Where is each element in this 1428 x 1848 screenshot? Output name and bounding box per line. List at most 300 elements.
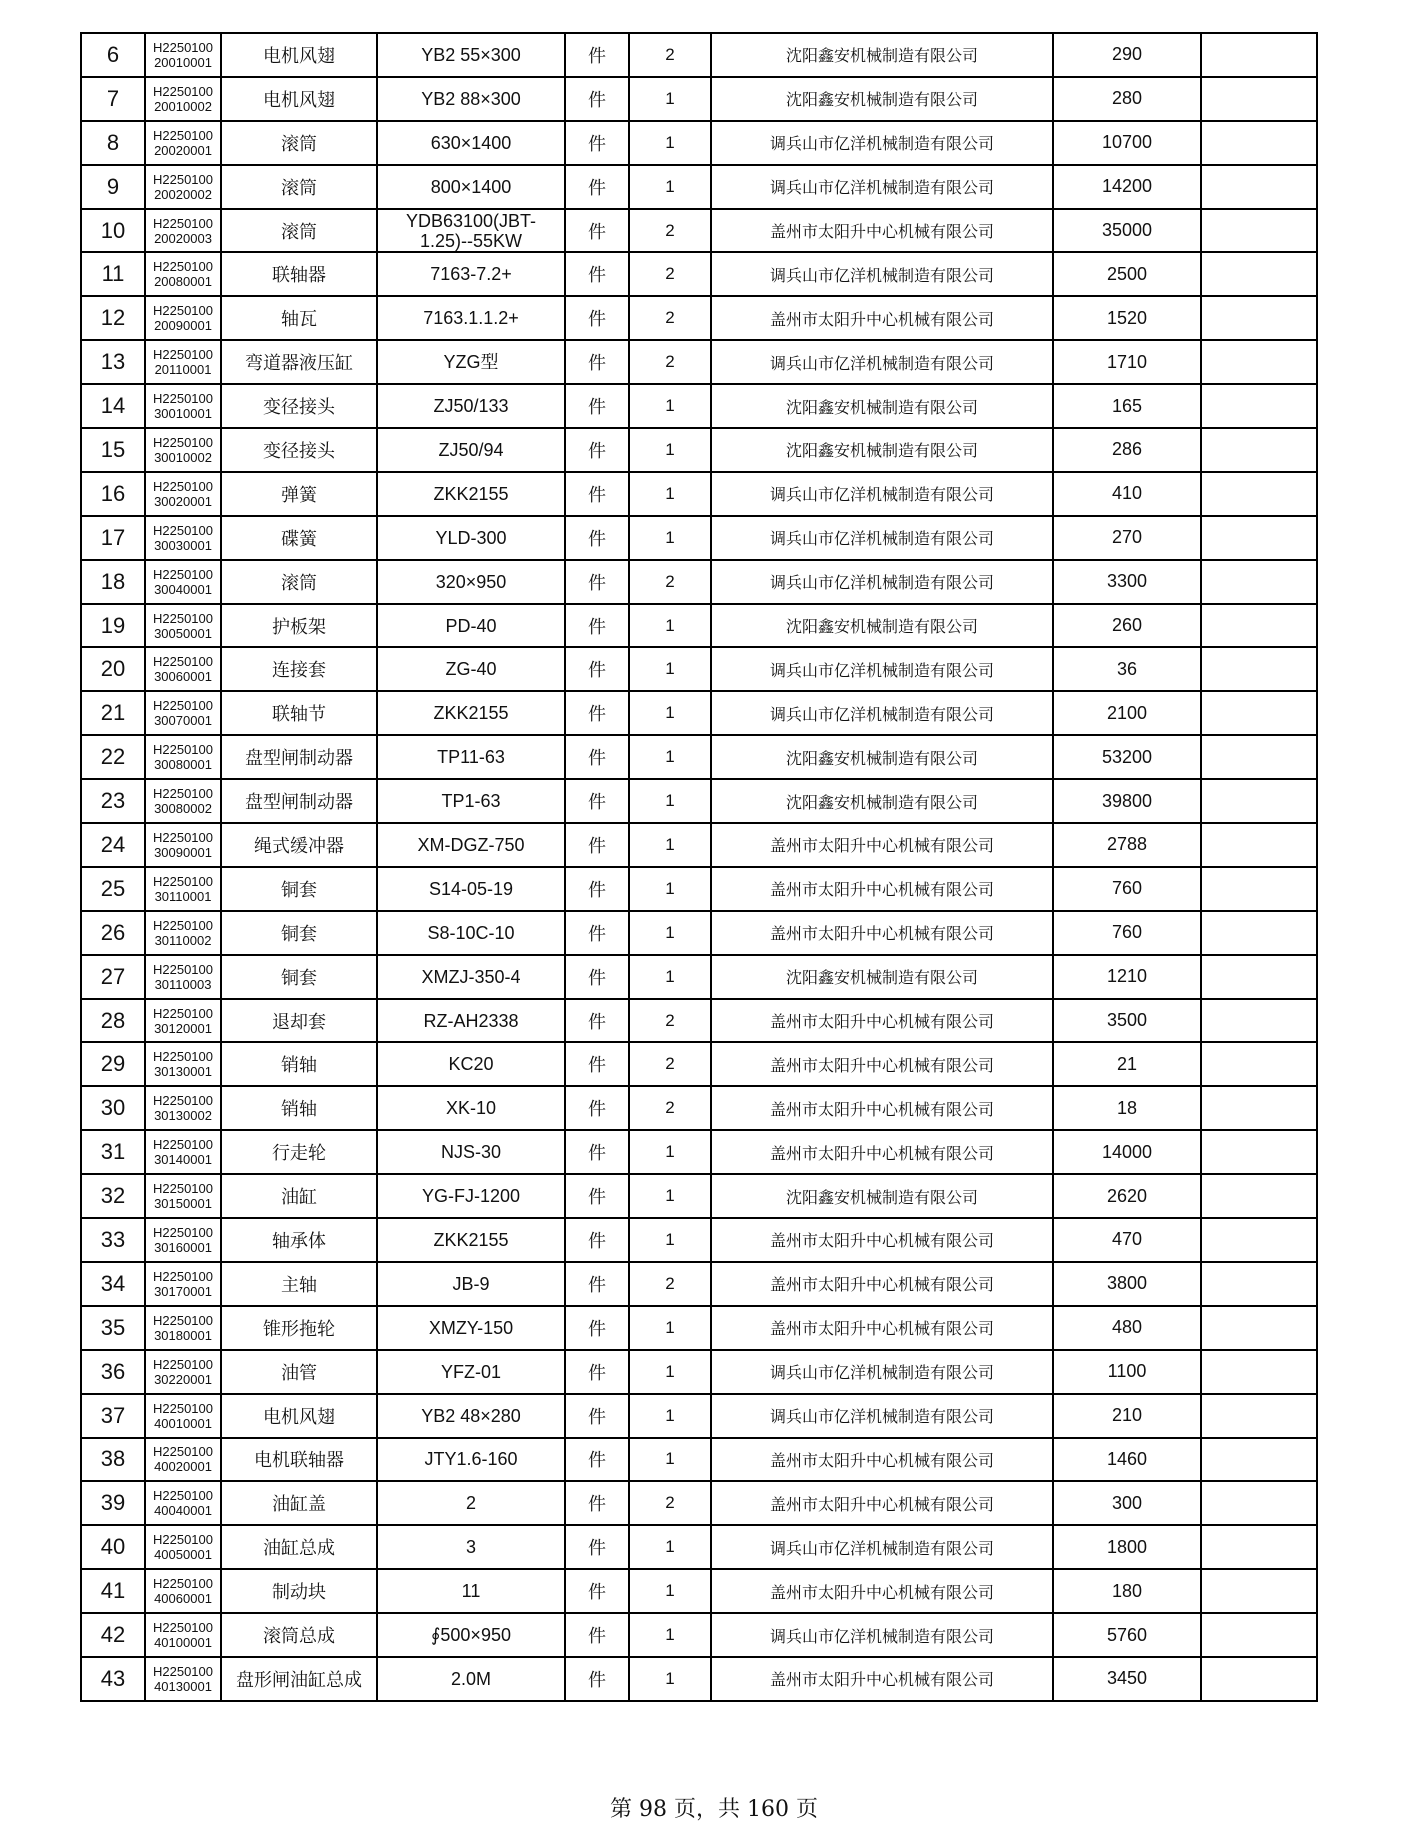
quantity-cell: 2 bbox=[629, 1262, 711, 1306]
price-cell: 5760 bbox=[1053, 1613, 1201, 1657]
part-spec-cell: KC20 bbox=[377, 1042, 565, 1086]
part-spec-cell: XM-DGZ-750 bbox=[377, 823, 565, 867]
table-row bbox=[81, 1086, 1317, 1130]
unit-cell: 件 bbox=[565, 1438, 629, 1482]
supplier-cell: 调兵山市亿洋机械制造有限公司 bbox=[711, 252, 1053, 296]
remark-cell bbox=[1201, 867, 1317, 911]
supplier-cell: 调兵山市亿洋机械制造有限公司 bbox=[711, 165, 1053, 209]
supplier-cell: 调兵山市亿洋机械制造有限公司 bbox=[711, 1525, 1053, 1569]
supplier-cell: 调兵山市亿洋机械制造有限公司 bbox=[711, 560, 1053, 604]
supplier-cell: 调兵山市亿洋机械制造有限公司 bbox=[711, 340, 1053, 384]
remark-cell bbox=[1201, 296, 1317, 340]
row-number-cell: 7 bbox=[81, 77, 145, 121]
row-number-cell: 17 bbox=[81, 516, 145, 560]
price-cell: 470 bbox=[1053, 1218, 1201, 1262]
unit-cell: 件 bbox=[565, 1394, 629, 1438]
unit-cell: 件 bbox=[565, 691, 629, 735]
part-spec-cell: S8-10C-10 bbox=[377, 911, 565, 955]
row-number-cell: 34 bbox=[81, 1262, 145, 1306]
price-cell: 1710 bbox=[1053, 340, 1201, 384]
part-name-cell: 电机风翅 bbox=[221, 77, 377, 121]
material-code-cell: H2250100 40130001 bbox=[145, 1657, 221, 1701]
remark-cell bbox=[1201, 1086, 1317, 1130]
part-name-cell: 油缸盖 bbox=[221, 1481, 377, 1525]
part-name-cell: 滚筒 bbox=[221, 560, 377, 604]
supplier-cell: 调兵山市亿洋机械制造有限公司 bbox=[711, 121, 1053, 165]
part-spec-cell: TP11-63 bbox=[377, 735, 565, 779]
unit-cell: 件 bbox=[565, 1174, 629, 1218]
part-name-cell: 油管 bbox=[221, 1350, 377, 1394]
price-cell: 10700 bbox=[1053, 121, 1201, 165]
material-code-cell: H2250100 30150001 bbox=[145, 1174, 221, 1218]
price-cell: 3300 bbox=[1053, 560, 1201, 604]
part-spec-cell: 320×950 bbox=[377, 560, 565, 604]
remark-cell bbox=[1201, 121, 1317, 165]
part-name-cell: 盘型闸制动器 bbox=[221, 735, 377, 779]
part-spec-cell: XMZJ-350-4 bbox=[377, 955, 565, 999]
table-row bbox=[81, 560, 1317, 604]
material-code-cell: H2250100 30020001 bbox=[145, 472, 221, 516]
part-name-cell: 绳式缓冲器 bbox=[221, 823, 377, 867]
supplier-cell: 盖州市太阳升中心机械有限公司 bbox=[711, 1218, 1053, 1262]
part-name-cell: 护板架 bbox=[221, 604, 377, 648]
quantity-cell: 1 bbox=[629, 867, 711, 911]
row-number-cell: 30 bbox=[81, 1086, 145, 1130]
remark-cell bbox=[1201, 647, 1317, 691]
unit-cell: 件 bbox=[565, 1042, 629, 1086]
quantity-cell: 2 bbox=[629, 1481, 711, 1525]
part-spec-cell: YB2 55×300 bbox=[377, 33, 565, 77]
quantity-cell: 1 bbox=[629, 779, 711, 823]
price-cell: 210 bbox=[1053, 1394, 1201, 1438]
remark-cell bbox=[1201, 823, 1317, 867]
material-code-cell: H2250100 20090001 bbox=[145, 296, 221, 340]
material-code-cell: H2250100 30110002 bbox=[145, 911, 221, 955]
table-row bbox=[81, 516, 1317, 560]
quantity-cell: 2 bbox=[629, 296, 711, 340]
price-cell: 180 bbox=[1053, 1569, 1201, 1613]
table-row bbox=[81, 1525, 1317, 1569]
material-code-cell: H2250100 40060001 bbox=[145, 1569, 221, 1613]
table-row bbox=[81, 867, 1317, 911]
table-row bbox=[81, 1613, 1317, 1657]
row-number-cell: 25 bbox=[81, 867, 145, 911]
unit-cell: 件 bbox=[565, 604, 629, 648]
table-row bbox=[81, 691, 1317, 735]
table-row bbox=[81, 296, 1317, 340]
material-code-cell: H2250100 20020001 bbox=[145, 121, 221, 165]
remark-cell bbox=[1201, 999, 1317, 1043]
price-cell: 1460 bbox=[1053, 1438, 1201, 1482]
part-name-cell: 销轴 bbox=[221, 1042, 377, 1086]
remark-cell bbox=[1201, 77, 1317, 121]
remark-cell bbox=[1201, 691, 1317, 735]
unit-cell: 件 bbox=[565, 1657, 629, 1701]
material-code-cell: H2250100 30130001 bbox=[145, 1042, 221, 1086]
unit-cell: 件 bbox=[565, 1481, 629, 1525]
row-number-cell: 27 bbox=[81, 955, 145, 999]
price-cell: 760 bbox=[1053, 867, 1201, 911]
unit-cell: 件 bbox=[565, 209, 629, 253]
material-code-cell: H2250100 30110003 bbox=[145, 955, 221, 999]
part-spec-cell: YLD-300 bbox=[377, 516, 565, 560]
remark-cell bbox=[1201, 1350, 1317, 1394]
row-number-cell: 28 bbox=[81, 999, 145, 1043]
table-row bbox=[81, 340, 1317, 384]
unit-cell: 件 bbox=[565, 77, 629, 121]
table-row bbox=[81, 1130, 1317, 1174]
quantity-cell: 2 bbox=[629, 33, 711, 77]
price-cell: 270 bbox=[1053, 516, 1201, 560]
unit-cell: 件 bbox=[565, 911, 629, 955]
row-number-cell: 36 bbox=[81, 1350, 145, 1394]
remark-cell bbox=[1201, 428, 1317, 472]
supplier-cell: 盖州市太阳升中心机械有限公司 bbox=[711, 1042, 1053, 1086]
price-cell: 290 bbox=[1053, 33, 1201, 77]
quantity-cell: 1 bbox=[629, 1350, 711, 1394]
remark-cell bbox=[1201, 1306, 1317, 1350]
part-spec-cell: 3 bbox=[377, 1525, 565, 1569]
part-name-cell: 盘形闸油缸总成 bbox=[221, 1657, 377, 1701]
table-row bbox=[81, 77, 1317, 121]
quantity-cell: 1 bbox=[629, 77, 711, 121]
table-body bbox=[81, 33, 1317, 1701]
remark-cell bbox=[1201, 604, 1317, 648]
quantity-cell: 1 bbox=[629, 1613, 711, 1657]
part-name-cell: 变径接头 bbox=[221, 428, 377, 472]
part-spec-cell: YZG型 bbox=[377, 340, 565, 384]
remark-cell bbox=[1201, 560, 1317, 604]
part-spec-cell: JB-9 bbox=[377, 1262, 565, 1306]
part-spec-cell: ZJ50/94 bbox=[377, 428, 565, 472]
price-cell: 35000 bbox=[1053, 209, 1201, 253]
table-row bbox=[81, 1042, 1317, 1086]
unit-cell: 件 bbox=[565, 1350, 629, 1394]
quantity-cell: 2 bbox=[629, 340, 711, 384]
part-name-cell: 变径接头 bbox=[221, 384, 377, 428]
part-name-cell: 退却套 bbox=[221, 999, 377, 1043]
supplier-cell: 盖州市太阳升中心机械有限公司 bbox=[711, 1657, 1053, 1701]
part-name-cell: 销轴 bbox=[221, 1086, 377, 1130]
part-spec-cell: ZG-40 bbox=[377, 647, 565, 691]
supplier-cell: 盖州市太阳升中心机械有限公司 bbox=[711, 1130, 1053, 1174]
part-spec-cell: YDB63100(JBT- 1.25)--55KW bbox=[377, 209, 565, 253]
material-code-cell: H2250100 20080001 bbox=[145, 252, 221, 296]
unit-cell: 件 bbox=[565, 33, 629, 77]
table-row bbox=[81, 1262, 1317, 1306]
unit-cell: 件 bbox=[565, 1130, 629, 1174]
part-spec-cell: 11 bbox=[377, 1569, 565, 1613]
parts-table bbox=[80, 32, 1318, 1702]
quantity-cell: 1 bbox=[629, 1569, 711, 1613]
table-row bbox=[81, 779, 1317, 823]
table-row bbox=[81, 1438, 1317, 1482]
supplier-cell: 沈阳鑫安机械制造有限公司 bbox=[711, 779, 1053, 823]
row-number-cell: 9 bbox=[81, 165, 145, 209]
table-row bbox=[81, 209, 1317, 253]
part-spec-cell: 2.0M bbox=[377, 1657, 565, 1701]
part-name-cell: 盘型闸制动器 bbox=[221, 779, 377, 823]
part-name-cell: 油缸总成 bbox=[221, 1525, 377, 1569]
table-row bbox=[81, 911, 1317, 955]
row-number-cell: 22 bbox=[81, 735, 145, 779]
price-cell: 53200 bbox=[1053, 735, 1201, 779]
price-cell: 18 bbox=[1053, 1086, 1201, 1130]
unit-cell: 件 bbox=[565, 384, 629, 428]
quantity-cell: 1 bbox=[629, 428, 711, 472]
part-name-cell: 滚筒总成 bbox=[221, 1613, 377, 1657]
remark-cell bbox=[1201, 1218, 1317, 1262]
price-cell: 1520 bbox=[1053, 296, 1201, 340]
quantity-cell: 1 bbox=[629, 911, 711, 955]
quantity-cell: 1 bbox=[629, 1394, 711, 1438]
row-number-cell: 11 bbox=[81, 252, 145, 296]
material-code-cell: H2250100 30050001 bbox=[145, 604, 221, 648]
unit-cell: 件 bbox=[565, 428, 629, 472]
quantity-cell: 1 bbox=[629, 955, 711, 999]
row-number-cell: 40 bbox=[81, 1525, 145, 1569]
remark-cell bbox=[1201, 340, 1317, 384]
row-number-cell: 26 bbox=[81, 911, 145, 955]
price-cell: 36 bbox=[1053, 647, 1201, 691]
quantity-cell: 1 bbox=[629, 691, 711, 735]
table-row bbox=[81, 384, 1317, 428]
remark-cell bbox=[1201, 735, 1317, 779]
material-code-cell: H2250100 20110001 bbox=[145, 340, 221, 384]
price-cell: 480 bbox=[1053, 1306, 1201, 1350]
part-name-cell: 铜套 bbox=[221, 911, 377, 955]
table-row bbox=[81, 1218, 1317, 1262]
unit-cell: 件 bbox=[565, 1262, 629, 1306]
price-cell: 3500 bbox=[1053, 999, 1201, 1043]
row-number-cell: 10 bbox=[81, 209, 145, 253]
unit-cell: 件 bbox=[565, 252, 629, 296]
quantity-cell: 1 bbox=[629, 1525, 711, 1569]
supplier-cell: 盖州市太阳升中心机械有限公司 bbox=[711, 209, 1053, 253]
material-code-cell: H2250100 30110001 bbox=[145, 867, 221, 911]
row-number-cell: 24 bbox=[81, 823, 145, 867]
supplier-cell: 调兵山市亿洋机械制造有限公司 bbox=[711, 1613, 1053, 1657]
row-number-cell: 8 bbox=[81, 121, 145, 165]
remark-cell bbox=[1201, 1394, 1317, 1438]
row-number-cell: 21 bbox=[81, 691, 145, 735]
supplier-cell: 调兵山市亿洋机械制造有限公司 bbox=[711, 691, 1053, 735]
part-spec-cell: S14-05-19 bbox=[377, 867, 565, 911]
row-number-cell: 38 bbox=[81, 1438, 145, 1482]
table-row bbox=[81, 472, 1317, 516]
supplier-cell: 沈阳鑫安机械制造有限公司 bbox=[711, 604, 1053, 648]
row-number-cell: 13 bbox=[81, 340, 145, 384]
table-row bbox=[81, 428, 1317, 472]
part-name-cell: 铜套 bbox=[221, 867, 377, 911]
unit-cell: 件 bbox=[565, 955, 629, 999]
material-code-cell: H2250100 30080002 bbox=[145, 779, 221, 823]
part-name-cell: 电机风翅 bbox=[221, 33, 377, 77]
part-name-cell: 轴瓦 bbox=[221, 296, 377, 340]
material-code-cell: H2250100 30040001 bbox=[145, 560, 221, 604]
material-code-cell: H2250100 40100001 bbox=[145, 1613, 221, 1657]
part-spec-cell: NJS-30 bbox=[377, 1130, 565, 1174]
material-code-cell: H2250100 40040001 bbox=[145, 1481, 221, 1525]
supplier-cell: 盖州市太阳升中心机械有限公司 bbox=[711, 1306, 1053, 1350]
quantity-cell: 2 bbox=[629, 209, 711, 253]
material-code-cell: H2250100 30130002 bbox=[145, 1086, 221, 1130]
row-number-cell: 20 bbox=[81, 647, 145, 691]
quantity-cell: 1 bbox=[629, 1657, 711, 1701]
quantity-cell: 1 bbox=[629, 165, 711, 209]
part-spec-cell: 800×1400 bbox=[377, 165, 565, 209]
material-code-cell: H2250100 30170001 bbox=[145, 1262, 221, 1306]
part-spec-cell: 7163-7.2+ bbox=[377, 252, 565, 296]
table-row bbox=[81, 647, 1317, 691]
remark-cell bbox=[1201, 1613, 1317, 1657]
supplier-cell: 沈阳鑫安机械制造有限公司 bbox=[711, 735, 1053, 779]
table-row bbox=[81, 604, 1317, 648]
row-number-cell: 19 bbox=[81, 604, 145, 648]
row-number-cell: 18 bbox=[81, 560, 145, 604]
supplier-cell: 沈阳鑫安机械制造有限公司 bbox=[711, 33, 1053, 77]
table-row bbox=[81, 823, 1317, 867]
supplier-cell: 盖州市太阳升中心机械有限公司 bbox=[711, 1262, 1053, 1306]
row-number-cell: 33 bbox=[81, 1218, 145, 1262]
unit-cell: 件 bbox=[565, 165, 629, 209]
quantity-cell: 2 bbox=[629, 252, 711, 296]
part-spec-cell: YFZ-01 bbox=[377, 1350, 565, 1394]
part-name-cell: 锥形拖轮 bbox=[221, 1306, 377, 1350]
part-name-cell: 滚筒 bbox=[221, 121, 377, 165]
unit-cell: 件 bbox=[565, 1525, 629, 1569]
part-spec-cell: 630×1400 bbox=[377, 121, 565, 165]
part-name-cell: 滚筒 bbox=[221, 209, 377, 253]
price-cell: 760 bbox=[1053, 911, 1201, 955]
row-number-cell: 12 bbox=[81, 296, 145, 340]
part-name-cell: 主轴 bbox=[221, 1262, 377, 1306]
part-spec-cell: ZKK2155 bbox=[377, 1218, 565, 1262]
supplier-cell: 盖州市太阳升中心机械有限公司 bbox=[711, 823, 1053, 867]
row-number-cell: 35 bbox=[81, 1306, 145, 1350]
part-name-cell: 联轴器 bbox=[221, 252, 377, 296]
table-row bbox=[81, 1569, 1317, 1613]
part-spec-cell: YB2 88×300 bbox=[377, 77, 565, 121]
supplier-cell: 盖州市太阳升中心机械有限公司 bbox=[711, 1086, 1053, 1130]
part-spec-cell: YB2 48×280 bbox=[377, 1394, 565, 1438]
price-cell: 286 bbox=[1053, 428, 1201, 472]
remark-cell bbox=[1201, 1569, 1317, 1613]
price-cell: 2788 bbox=[1053, 823, 1201, 867]
material-code-cell: H2250100 30060001 bbox=[145, 647, 221, 691]
material-code-cell: H2250100 40020001 bbox=[145, 1438, 221, 1482]
material-code-cell: H2250100 30030001 bbox=[145, 516, 221, 560]
row-number-cell: 37 bbox=[81, 1394, 145, 1438]
price-cell: 165 bbox=[1053, 384, 1201, 428]
table-row bbox=[81, 1306, 1317, 1350]
table-row bbox=[81, 1394, 1317, 1438]
row-number-cell: 43 bbox=[81, 1657, 145, 1701]
unit-cell: 件 bbox=[565, 867, 629, 911]
part-name-cell: 轴承体 bbox=[221, 1218, 377, 1262]
price-cell: 410 bbox=[1053, 472, 1201, 516]
row-number-cell: 31 bbox=[81, 1130, 145, 1174]
price-cell: 14000 bbox=[1053, 1130, 1201, 1174]
row-number-cell: 32 bbox=[81, 1174, 145, 1218]
supplier-cell: 调兵山市亿洋机械制造有限公司 bbox=[711, 472, 1053, 516]
remark-cell bbox=[1201, 472, 1317, 516]
remark-cell bbox=[1201, 252, 1317, 296]
supplier-cell: 盖州市太阳升中心机械有限公司 bbox=[711, 867, 1053, 911]
supplier-cell: 盖州市太阳升中心机械有限公司 bbox=[711, 999, 1053, 1043]
remark-cell bbox=[1201, 1525, 1317, 1569]
remark-cell bbox=[1201, 384, 1317, 428]
supplier-cell: 调兵山市亿洋机械制造有限公司 bbox=[711, 647, 1053, 691]
table-row bbox=[81, 121, 1317, 165]
remark-cell bbox=[1201, 516, 1317, 560]
unit-cell: 件 bbox=[565, 472, 629, 516]
material-code-cell: H2250100 20020002 bbox=[145, 165, 221, 209]
remark-cell bbox=[1201, 1174, 1317, 1218]
part-spec-cell: 7163.1.1.2+ bbox=[377, 296, 565, 340]
price-cell: 39800 bbox=[1053, 779, 1201, 823]
quantity-cell: 2 bbox=[629, 1086, 711, 1130]
unit-cell: 件 bbox=[565, 1218, 629, 1262]
part-name-cell: 制动块 bbox=[221, 1569, 377, 1613]
remark-cell bbox=[1201, 955, 1317, 999]
supplier-cell: 盖州市太阳升中心机械有限公司 bbox=[711, 1569, 1053, 1613]
part-name-cell: 连接套 bbox=[221, 647, 377, 691]
remark-cell bbox=[1201, 1481, 1317, 1525]
table-row bbox=[81, 33, 1317, 77]
material-code-cell: H2250100 30090001 bbox=[145, 823, 221, 867]
price-cell: 3450 bbox=[1053, 1657, 1201, 1701]
table-row bbox=[81, 955, 1317, 999]
part-spec-cell: ZKK2155 bbox=[377, 691, 565, 735]
part-spec-cell: TP1-63 bbox=[377, 779, 565, 823]
table-row bbox=[81, 1174, 1317, 1218]
table-row bbox=[81, 1350, 1317, 1394]
row-number-cell: 14 bbox=[81, 384, 145, 428]
part-name-cell: 电机联轴器 bbox=[221, 1438, 377, 1482]
remark-cell bbox=[1201, 1262, 1317, 1306]
unit-cell: 件 bbox=[565, 823, 629, 867]
unit-cell: 件 bbox=[565, 340, 629, 384]
part-name-cell: 碟簧 bbox=[221, 516, 377, 560]
part-name-cell: 滚筒 bbox=[221, 165, 377, 209]
row-number-cell: 23 bbox=[81, 779, 145, 823]
unit-cell: 件 bbox=[565, 121, 629, 165]
part-name-cell: 弯道器液压缸 bbox=[221, 340, 377, 384]
material-code-cell: H2250100 30080001 bbox=[145, 735, 221, 779]
quantity-cell: 1 bbox=[629, 1174, 711, 1218]
unit-cell: 件 bbox=[565, 1306, 629, 1350]
table-row bbox=[81, 999, 1317, 1043]
remark-cell bbox=[1201, 911, 1317, 955]
part-name-cell: 电机风翅 bbox=[221, 1394, 377, 1438]
unit-cell: 件 bbox=[565, 735, 629, 779]
table-row bbox=[81, 252, 1317, 296]
remark-cell bbox=[1201, 165, 1317, 209]
quantity-cell: 1 bbox=[629, 735, 711, 779]
row-number-cell: 6 bbox=[81, 33, 145, 77]
unit-cell: 件 bbox=[565, 999, 629, 1043]
part-name-cell: 铜套 bbox=[221, 955, 377, 999]
supplier-cell: 沈阳鑫安机械制造有限公司 bbox=[711, 77, 1053, 121]
part-name-cell: 联轴节 bbox=[221, 691, 377, 735]
supplier-cell: 盖州市太阳升中心机械有限公司 bbox=[711, 1438, 1053, 1482]
table-row bbox=[81, 1481, 1317, 1525]
price-cell: 1210 bbox=[1053, 955, 1201, 999]
supplier-cell: 盖州市太阳升中心机械有限公司 bbox=[711, 1481, 1053, 1525]
unit-cell: 件 bbox=[565, 1613, 629, 1657]
quantity-cell: 2 bbox=[629, 560, 711, 604]
